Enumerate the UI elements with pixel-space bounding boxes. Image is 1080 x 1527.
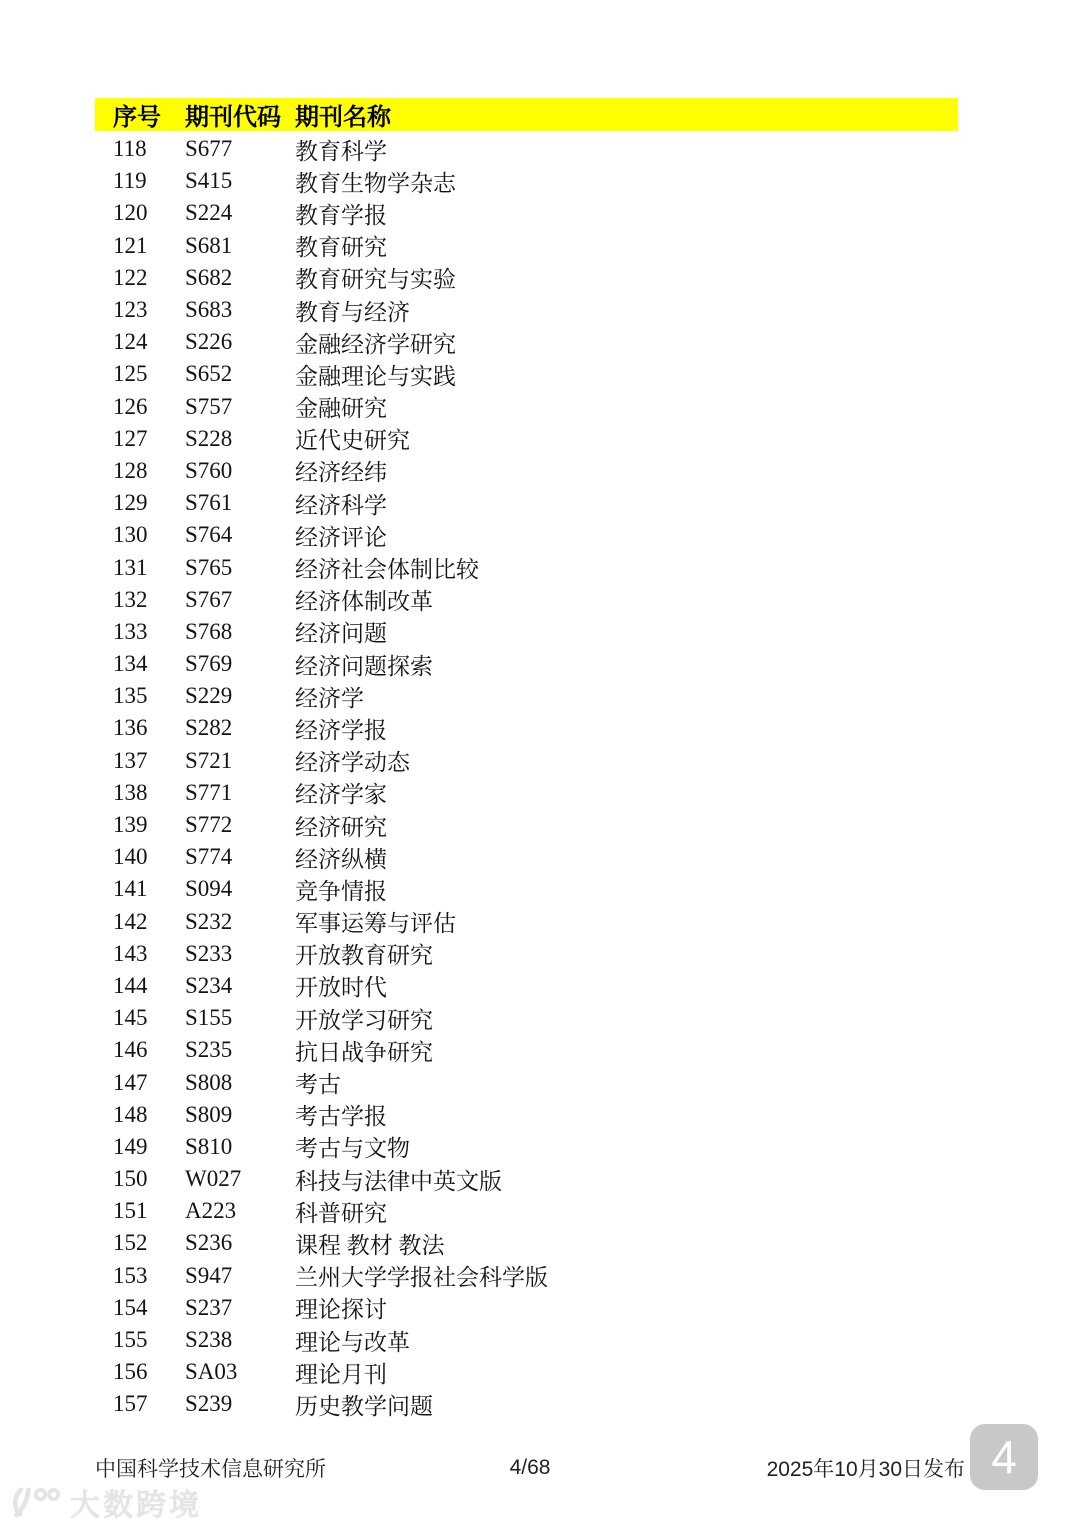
row-serial: 145 xyxy=(113,1005,148,1031)
row-serial: 154 xyxy=(113,1294,148,1320)
row-code: S681 xyxy=(185,232,233,258)
row-name: 经济社会体制比较 xyxy=(295,557,479,583)
table-row xyxy=(113,680,973,712)
row-name: 竞争情报 xyxy=(295,878,387,904)
row-name: 考古与文物 xyxy=(295,1136,410,1162)
row-code: S239 xyxy=(185,1391,233,1417)
header-serial: 序号 xyxy=(113,104,161,131)
row-serial: 127 xyxy=(113,425,148,451)
row-name: 经济经纬 xyxy=(295,460,387,486)
row-name: 经济学 xyxy=(295,685,364,711)
row-name: 经济问题 xyxy=(295,621,387,647)
row-name: 经济学动态 xyxy=(295,750,410,776)
row-name: 教育研究 xyxy=(295,235,387,261)
journal-table-body xyxy=(113,133,973,1421)
table-row xyxy=(113,841,973,873)
row-code: S677 xyxy=(185,136,233,162)
row-code: S094 xyxy=(185,876,233,902)
row-code: S771 xyxy=(185,779,233,805)
dashu-logo-icon xyxy=(6,1483,62,1521)
row-code: W027 xyxy=(185,1166,242,1192)
row-code: S238 xyxy=(185,1327,233,1353)
row-serial: 151 xyxy=(113,1198,148,1224)
table-row xyxy=(113,1260,973,1292)
row-name: 经济问题探索 xyxy=(295,653,433,679)
table-row xyxy=(113,230,973,262)
row-serial: 148 xyxy=(113,1101,148,1127)
row-code: S233 xyxy=(185,940,233,966)
row-name: 经济学报 xyxy=(295,717,387,743)
table-row xyxy=(113,551,973,583)
row-serial: 137 xyxy=(113,747,148,773)
row-code: S810 xyxy=(185,1133,233,1159)
row-serial: 140 xyxy=(113,844,148,870)
table-row xyxy=(113,1131,973,1163)
row-serial: 150 xyxy=(113,1166,148,1192)
table-header xyxy=(95,98,958,131)
row-code: S282 xyxy=(185,715,233,741)
row-serial: 146 xyxy=(113,1037,148,1063)
table-row xyxy=(113,584,973,616)
row-code: S683 xyxy=(185,297,233,323)
table-row xyxy=(113,616,973,648)
row-serial: 118 xyxy=(113,136,147,162)
row-serial: 134 xyxy=(113,651,148,677)
row-code: S808 xyxy=(185,1069,233,1095)
table-row xyxy=(113,873,973,905)
row-name: 军事运筹与评估 xyxy=(295,911,456,937)
row-code: S947 xyxy=(185,1262,233,1288)
row-name: 经济学家 xyxy=(295,782,387,808)
row-code: S769 xyxy=(185,651,233,677)
row-serial: 136 xyxy=(113,715,148,741)
table-row xyxy=(113,519,973,551)
row-code: S652 xyxy=(185,361,233,387)
row-name: 抗日战争研究 xyxy=(295,1039,433,1065)
row-name: 开放教育研究 xyxy=(295,943,433,969)
table-row xyxy=(113,970,973,1002)
table-row xyxy=(113,197,973,229)
table-row xyxy=(113,745,973,777)
table-row xyxy=(113,712,973,744)
table-row xyxy=(113,455,973,487)
row-serial: 130 xyxy=(113,522,148,548)
row-serial: 119 xyxy=(113,168,147,194)
row-code: S415 xyxy=(185,168,233,194)
row-serial: 155 xyxy=(113,1327,148,1353)
row-serial: 121 xyxy=(113,232,148,258)
footer-organization: 中国科学技术信息研究所 xyxy=(95,1458,326,1481)
row-code: SA03 xyxy=(185,1359,238,1385)
table-row xyxy=(113,1099,973,1131)
row-serial: 132 xyxy=(113,586,148,612)
row-name: 经济纵横 xyxy=(295,846,387,872)
row-name: 经济评论 xyxy=(295,524,387,550)
row-name: 课程 教材 教法 xyxy=(295,1232,445,1258)
row-serial: 138 xyxy=(113,779,148,805)
row-serial: 142 xyxy=(113,908,148,934)
row-name: 经济体制改革 xyxy=(295,589,433,615)
watermark-text: 大数跨境 xyxy=(70,1489,202,1522)
row-serial: 152 xyxy=(113,1230,148,1256)
row-name: 理论探讨 xyxy=(295,1297,387,1323)
table-row xyxy=(113,326,973,358)
row-name: 开放时代 xyxy=(295,975,387,1001)
table-row xyxy=(113,423,973,455)
table-row xyxy=(113,938,973,970)
row-serial: 153 xyxy=(113,1262,148,1288)
table-row xyxy=(113,1356,973,1388)
table-row xyxy=(113,777,973,809)
row-serial: 133 xyxy=(113,618,148,644)
row-serial: 125 xyxy=(113,361,148,387)
table-row xyxy=(113,906,973,938)
row-name: 考古 xyxy=(295,1072,341,1098)
row-serial: 124 xyxy=(113,329,148,355)
row-serial: 131 xyxy=(113,554,148,580)
table-row xyxy=(113,1002,973,1034)
page-scroll-indicator[interactable]: 4 xyxy=(970,1424,1038,1490)
row-code: S757 xyxy=(185,393,233,419)
row-serial: 126 xyxy=(113,393,148,419)
row-code: S767 xyxy=(185,586,233,612)
row-name: 经济科学 xyxy=(295,492,387,518)
table-row xyxy=(113,262,973,294)
table-row xyxy=(113,1163,973,1195)
row-name: 金融经济学研究 xyxy=(295,331,456,357)
row-name: 教育学报 xyxy=(295,202,387,228)
row-serial: 143 xyxy=(113,940,148,966)
row-code: A223 xyxy=(185,1198,237,1224)
row-serial: 139 xyxy=(113,812,148,838)
row-serial: 144 xyxy=(113,972,148,998)
table-row xyxy=(113,165,973,197)
row-code: S682 xyxy=(185,264,233,290)
header-name: 期刊名称 xyxy=(295,104,391,131)
row-name: 金融研究 xyxy=(295,396,387,422)
row-serial: 157 xyxy=(113,1391,148,1417)
row-serial: 122 xyxy=(113,264,148,290)
row-name: 开放学习研究 xyxy=(295,1007,433,1033)
table-row xyxy=(113,809,973,841)
table-row xyxy=(113,1034,973,1066)
row-name: 教育研究与实验 xyxy=(295,267,456,293)
row-code: S760 xyxy=(185,457,233,483)
footer-publish-date: 2025年10月30日发布 xyxy=(766,1458,965,1481)
row-code: S232 xyxy=(185,908,233,934)
watermark xyxy=(6,1482,202,1522)
row-code: S224 xyxy=(185,200,233,226)
table-row xyxy=(113,358,973,390)
table-row xyxy=(113,391,973,423)
row-code: S721 xyxy=(185,747,233,773)
row-name: 历史教学问题 xyxy=(295,1393,433,1419)
row-serial: 129 xyxy=(113,490,148,516)
row-name: 近代史研究 xyxy=(295,428,410,454)
table-row xyxy=(113,294,973,326)
row-code: S155 xyxy=(185,1005,233,1031)
table-row xyxy=(113,648,973,680)
row-name: 考古学报 xyxy=(295,1104,387,1130)
row-code: S765 xyxy=(185,554,233,580)
row-name: 理论月刊 xyxy=(295,1361,387,1387)
row-name: 理论与改革 xyxy=(295,1329,410,1355)
row-name: 教育生物学杂志 xyxy=(295,170,456,196)
row-name: 教育科学 xyxy=(295,138,387,164)
row-code: S774 xyxy=(185,844,233,870)
row-serial: 135 xyxy=(113,683,148,709)
table-row xyxy=(113,1388,973,1420)
row-code: S764 xyxy=(185,522,233,548)
row-name: 兰州大学学报社会科学版 xyxy=(295,1265,548,1291)
row-name: 科普研究 xyxy=(295,1200,387,1226)
row-code: S768 xyxy=(185,618,233,644)
row-code: S236 xyxy=(185,1230,233,1256)
row-name: 科技与法律中英文版 xyxy=(295,1168,502,1194)
row-serial: 156 xyxy=(113,1359,148,1385)
row-serial: 128 xyxy=(113,457,148,483)
footer-page-number: 4/68 xyxy=(509,1456,551,1479)
row-code: S228 xyxy=(185,425,233,451)
row-name: 教育与经济 xyxy=(295,299,410,325)
row-serial: 149 xyxy=(113,1133,148,1159)
row-code: S809 xyxy=(185,1101,233,1127)
table-row xyxy=(113,1324,973,1356)
row-serial: 141 xyxy=(113,876,148,902)
table-row xyxy=(113,133,973,165)
row-code: S761 xyxy=(185,490,233,516)
table-row xyxy=(113,487,973,519)
row-code: S234 xyxy=(185,972,233,998)
table-row xyxy=(113,1292,973,1324)
row-serial: 147 xyxy=(113,1069,148,1095)
table-row xyxy=(113,1227,973,1259)
table-row xyxy=(113,1066,973,1098)
row-code: S229 xyxy=(185,683,233,709)
row-code: S772 xyxy=(185,812,233,838)
row-code: S237 xyxy=(185,1294,233,1320)
row-serial: 120 xyxy=(113,200,148,226)
row-name: 经济研究 xyxy=(295,814,387,840)
header-code: 期刊代码 xyxy=(185,104,281,131)
table-row xyxy=(113,1195,973,1227)
row-name: 金融理论与实践 xyxy=(295,363,456,389)
row-serial: 123 xyxy=(113,297,148,323)
row-code: S235 xyxy=(185,1037,233,1063)
row-code: S226 xyxy=(185,329,233,355)
